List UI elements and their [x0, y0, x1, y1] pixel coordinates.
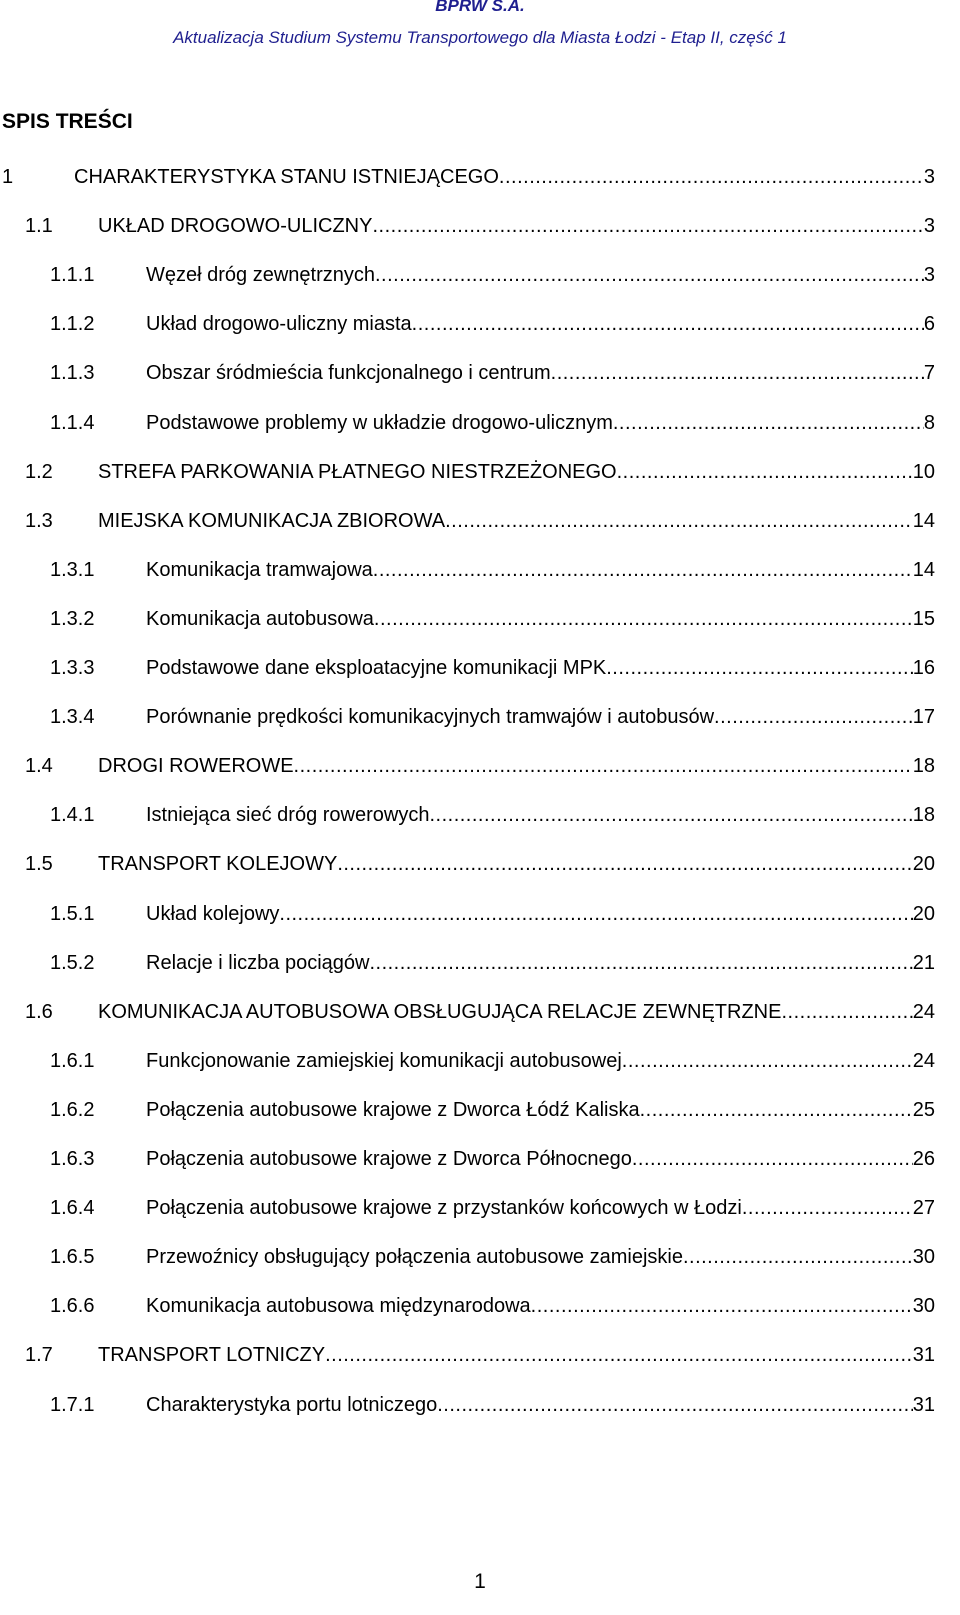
toc-entry-leader-dots	[781, 997, 912, 1027]
toc-entry-page: 3	[923, 264, 935, 286]
toc-entry-title: Podstawowe problemy w układzie drogowo-ulicznym	[146, 412, 613, 434]
toc-title: SPIS TREŚCI	[2, 110, 133, 133]
toc-entry-page: 30	[912, 1246, 935, 1268]
toc-entry-page: 27	[912, 1197, 935, 1219]
toc-entry-page: 26	[912, 1148, 935, 1170]
toc-entry-title: Komunikacja autobusowa międzynarodowa	[146, 1295, 531, 1317]
toc-entry-leader-dots	[613, 408, 924, 438]
toc-entry-page: 17	[912, 706, 935, 728]
toc-entry-number: 1.1.4	[50, 412, 95, 434]
toc-entry[interactable]	[50, 604, 935, 634]
toc-entry-title: Węzeł dróg zewnętrznych	[146, 264, 375, 286]
toc-entry-leader-dots	[640, 1095, 913, 1125]
toc-entry[interactable]	[50, 1390, 935, 1420]
toc-entry-number: 1.7	[25, 1344, 53, 1366]
toc-entry-number: 1.2	[25, 461, 53, 483]
toc-entry-leader-dots	[375, 260, 924, 290]
toc-entry-leader-dots	[714, 702, 913, 732]
toc-entry-page: 25	[912, 1099, 935, 1121]
toc-entry-page: 20	[912, 853, 935, 875]
toc-entry-title: DROGI ROWEROWE	[98, 755, 294, 777]
toc-entry-leader-dots	[551, 358, 924, 388]
toc-entry[interactable]	[50, 309, 935, 339]
toc-entry-leader-dots	[531, 1291, 913, 1321]
toc-entry-page: 18	[912, 755, 935, 777]
toc-entry-title: Połączenia autobusowe krajowe z Dworca Łódź Kaliska	[146, 1099, 640, 1121]
toc-entry[interactable]	[50, 1291, 935, 1321]
toc-entry-number: 1.4	[25, 755, 53, 777]
toc-entry-leader-dots	[279, 899, 912, 929]
page-number: 1	[474, 1570, 486, 1593]
toc-entry[interactable]	[50, 1242, 935, 1272]
toc-entry-page: 16	[912, 657, 935, 679]
header-company: BPRW S.A.	[435, 0, 525, 15]
toc-entry-page: 24	[912, 1001, 935, 1023]
toc-entry-title: Układ kolejowy	[146, 903, 280, 925]
toc-entry-leader-dots	[369, 948, 912, 978]
toc-entry[interactable]	[50, 948, 935, 978]
toc-entry-page: 3	[923, 166, 935, 188]
toc-entry-title: Podstawowe dane eksploatacyjne komunikacji MPK	[146, 657, 607, 679]
toc-entry-title: Porównanie prędkości komunikacyjnych tramwajów i autobusów	[146, 706, 715, 728]
toc-entry-leader-dots	[632, 1144, 913, 1174]
toc-entry-number: 1.7.1	[50, 1394, 95, 1416]
toc-entry-title: Połączenia autobusowe krajowe z Dworca Północnego	[146, 1148, 632, 1170]
toc-entry-leader-dots	[325, 1340, 913, 1370]
toc-entry[interactable]	[2, 162, 935, 192]
toc-entry[interactable]	[25, 506, 935, 536]
toc-entry-leader-dots	[445, 506, 913, 536]
toc-entry[interactable]	[25, 849, 935, 879]
toc-entry-number: 1.3.3	[50, 657, 95, 679]
toc-entry[interactable]	[50, 358, 935, 388]
toc-entry-number: 1.6	[25, 1001, 53, 1023]
toc-entry-number: 1.6.5	[50, 1246, 95, 1268]
toc-entry-title: Połączenia autobusowe krajowe z przystanków końcowych w Łodzi	[146, 1197, 742, 1219]
toc-entry[interactable]	[25, 457, 935, 487]
toc-entry-title: UKŁAD DROGOWO-ULICZNY	[98, 215, 373, 237]
toc-entry-page: 3	[923, 215, 935, 237]
toc-entry-page: 21	[912, 952, 935, 974]
toc-entry-number: 1.1.1	[50, 264, 95, 286]
toc-entry[interactable]	[50, 1095, 935, 1125]
toc-entry[interactable]	[25, 997, 935, 1027]
toc-entry-number: 1.1	[25, 215, 53, 237]
toc-entry-title: TRANSPORT KOLEJOWY	[98, 853, 338, 875]
toc-entry-page: 18	[912, 804, 935, 826]
toc-entry-number: 1.6.6	[50, 1295, 95, 1317]
toc-entry-number: 1.3.2	[50, 608, 95, 630]
toc-entry-page: 8	[923, 412, 935, 434]
toc-entry-page: 15	[912, 608, 935, 630]
toc-entry-leader-dots	[437, 1390, 913, 1420]
toc-entry-leader-dots	[373, 555, 913, 585]
toc-entry-leader-dots	[499, 162, 924, 192]
toc-entry-title: Komunikacja tramwajowa	[146, 559, 373, 581]
toc-entry-number: 1.1.3	[50, 362, 95, 384]
toc-entry-number: 1.5	[25, 853, 53, 875]
toc-entry-page: 14	[912, 559, 935, 581]
toc-entry[interactable]	[50, 408, 935, 438]
toc-entry-number: 1.6.3	[50, 1148, 95, 1170]
toc-entry-leader-dots	[372, 211, 923, 241]
toc-entry-page: 7	[923, 362, 935, 384]
toc-entry-title: Przewoźnicy obsługujący połączenia autobusowe zamiejskie	[146, 1246, 683, 1268]
toc-entry-title: Relacje i liczba pociągów	[146, 952, 370, 974]
toc-entry-leader-dots	[683, 1242, 913, 1272]
toc-entry-leader-dots	[742, 1193, 913, 1223]
toc-entry-page: 6	[923, 313, 935, 335]
toc-entry[interactable]	[50, 899, 935, 929]
toc-entry[interactable]	[50, 1046, 935, 1076]
toc-entry-page: 31	[912, 1394, 935, 1416]
toc-entry-leader-dots	[617, 457, 913, 487]
toc-entry-title: KOMUNIKACJA AUTOBUSOWA OBSŁUGUJĄCA RELACJE ZEWNĘTRZNE	[98, 1001, 782, 1023]
toc-entry-page: 24	[912, 1050, 935, 1072]
toc-entry-page: 20	[912, 903, 935, 925]
toc-entry-title: MIEJSKA KOMUNIKACJA ZBIOROWA	[98, 510, 446, 532]
toc-entry-leader-dots	[606, 653, 913, 683]
toc-entry-number: 1.6.2	[50, 1099, 95, 1121]
toc-entry-leader-dots	[429, 800, 912, 830]
toc-entry-number: 1.3.4	[50, 706, 95, 728]
toc-entry-number: 1.4.1	[50, 804, 95, 826]
toc-entry-leader-dots	[374, 604, 913, 634]
header-subtitle: Aktualizacja Studium Systemu Transportowego dla Miasta Łodzi - Etap II, część 1	[173, 28, 787, 47]
toc-entry[interactable]	[50, 1193, 935, 1223]
toc-entry-leader-dots	[622, 1046, 913, 1076]
toc-entry-title: Charakterystyka portu lotniczego	[146, 1394, 438, 1416]
toc-entry[interactable]	[50, 1144, 935, 1174]
toc-entry-title: Układ drogowo-uliczny miasta	[146, 313, 412, 335]
toc-entry-page: 10	[912, 461, 935, 483]
toc-entry-page: 14	[912, 510, 935, 532]
toc-entry-number: 1.1.2	[50, 313, 95, 335]
toc-entry-number: 1	[2, 166, 14, 188]
toc-entry-leader-dots	[412, 309, 924, 339]
toc-entry[interactable]	[50, 702, 935, 732]
toc-entry[interactable]	[50, 555, 935, 585]
toc-entry-title: Istniejąca sieć dróg rowerowych	[146, 804, 430, 826]
toc-entry-leader-dots	[294, 751, 913, 781]
toc-entry-number: 1.3.1	[50, 559, 95, 581]
toc-entry-title: Funkcjonowanie zamiejskiej komunikacji autobusowej	[146, 1050, 622, 1072]
toc-entry-title: STREFA PARKOWANIA PŁATNEGO NIESTRZEŻONEGO	[98, 461, 617, 483]
toc-entry-leader-dots	[337, 849, 912, 879]
toc-entry[interactable]	[25, 751, 935, 781]
toc-entry[interactable]	[50, 653, 935, 683]
toc-entry-page: 30	[912, 1295, 935, 1317]
toc-entry-page: 31	[912, 1344, 935, 1366]
toc-entry-title: Obszar śródmieścia funkcjonalnego i centrum	[146, 362, 551, 384]
toc-entry[interactable]	[50, 800, 935, 830]
toc-entry-title: TRANSPORT LOTNICZY	[98, 1344, 326, 1366]
toc-entry-number: 1.6.1	[50, 1050, 95, 1072]
toc-entry-title: Komunikacja autobusowa	[146, 608, 374, 630]
toc-entry-number: 1.5.1	[50, 903, 95, 925]
toc-entry-number: 1.3	[25, 510, 53, 532]
toc-entry-title: CHARAKTERYSTYKA STANU ISTNIEJĄCEGO	[74, 166, 499, 188]
toc-entry[interactable]	[50, 260, 935, 290]
toc-entry[interactable]	[25, 211, 935, 241]
toc-entry-number: 1.5.2	[50, 952, 95, 974]
toc-entry[interactable]	[25, 1340, 935, 1370]
toc-entry-number: 1.6.4	[50, 1197, 95, 1219]
